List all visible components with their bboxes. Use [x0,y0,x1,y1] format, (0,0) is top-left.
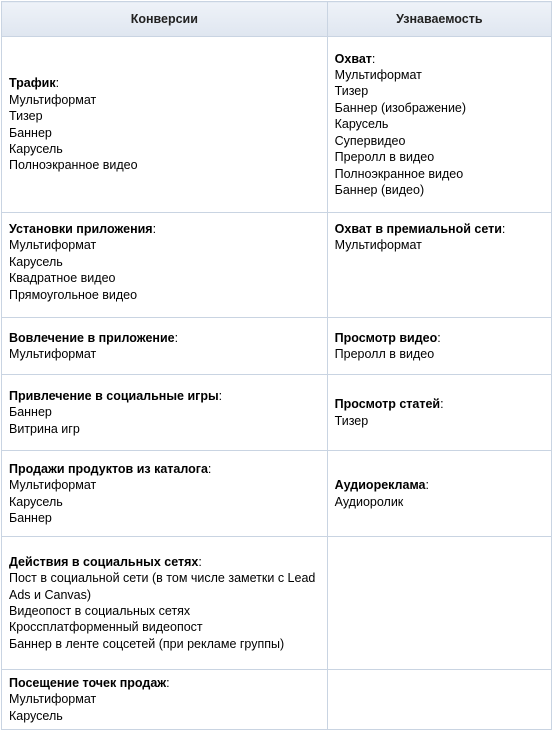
format-item: Баннер (видео) [334,182,425,197]
awareness-cell [327,213,551,318]
objective-title: Трафик: [9,76,60,91]
conversion-cell [2,670,328,730]
conversion-cell [2,213,328,318]
format-item: Баннер в ленте соцсетей (при рекламе группы) [9,636,285,651]
awareness-cell [327,537,551,670]
format-item: Преролл в видео [334,150,435,165]
awareness-cell [327,451,551,537]
format-item: Мультиформат [9,92,97,107]
objective-title: Просмотр статей: [334,397,444,412]
format-item: Баннер (изображение) [334,100,467,115]
objective-title: Действия в социальных сетях: [9,554,202,569]
format-item: Карусель [9,141,63,156]
awareness-cell [327,670,551,730]
format-item: Пост в социальной сети (в том числе заметки с Lead Ads и Canvas) [9,571,316,602]
objective-title: Продажи продуктов из каталога: [9,461,212,476]
format-item: Прямоугольное видео [9,287,138,302]
conversion-cell [2,375,328,451]
format-item: Карусель [334,117,389,132]
header-row [2,2,552,37]
conversion-cell [2,318,328,375]
header-conversions: Конверсии [2,2,328,37]
objective-title: Просмотр видео: [334,330,441,345]
format-item: Квадратное видео [9,271,116,286]
table-row [2,37,552,213]
format-item: Витрина игр [9,421,80,436]
table-row [2,451,552,537]
table-row [2,537,552,670]
format-item: Видеопост в социальных сетях [9,604,191,618]
format-item: Карусель [9,254,63,269]
format-item: Полноэкранное видео [334,166,464,181]
format-item: Баннер [9,405,52,420]
format-item: Тизер [9,109,43,124]
objective-title: Посещение точек продаж: [9,675,170,690]
format-item: Супервидео [334,133,406,148]
awareness-cell [327,37,551,213]
format-item: Мультиформат [9,692,97,707]
header-awareness: Узнаваемость [327,2,551,37]
conversion-cell [2,537,328,670]
format-item: Мультиформат [9,347,97,361]
table-row [2,670,552,730]
table-row [2,213,552,318]
objective-title: Привлечение в социальные игры: [9,388,223,403]
objective-title: Охват в премиальной сети: [334,222,506,236]
table-row [2,375,552,451]
awareness-cell [327,318,551,375]
objective-title: Охват: [334,51,376,66]
objective-title: Аудиореклама: [334,478,429,493]
format-item: Мультиформат [9,238,97,253]
awareness-cell [327,375,551,451]
format-item: Кроссплатформенный видеопост [9,620,203,635]
format-item: Преролл в видео [334,347,435,361]
format-item: Мультиформат [334,238,422,253]
format-item: Аудиоролик [334,494,404,509]
format-item: Баннер [9,510,52,525]
format-item: Тизер [334,84,369,99]
conversion-cell [2,451,328,537]
objective-title: Установки приложения: [9,222,157,236]
format-item: Тизер [334,413,369,428]
format-item: Баннер [9,125,52,140]
objective-title: Вовлечение в приложение: [9,330,179,345]
format-item: Карусель [9,494,63,509]
format-item: Мультиформат [9,478,97,493]
format-item: Мультиформат [334,68,422,83]
conversion-cell [2,37,328,213]
format-item: Полноэкранное видео [9,158,138,173]
table-row [2,318,552,375]
ad-formats-table [1,1,552,730]
format-item: Карусель [9,708,63,723]
